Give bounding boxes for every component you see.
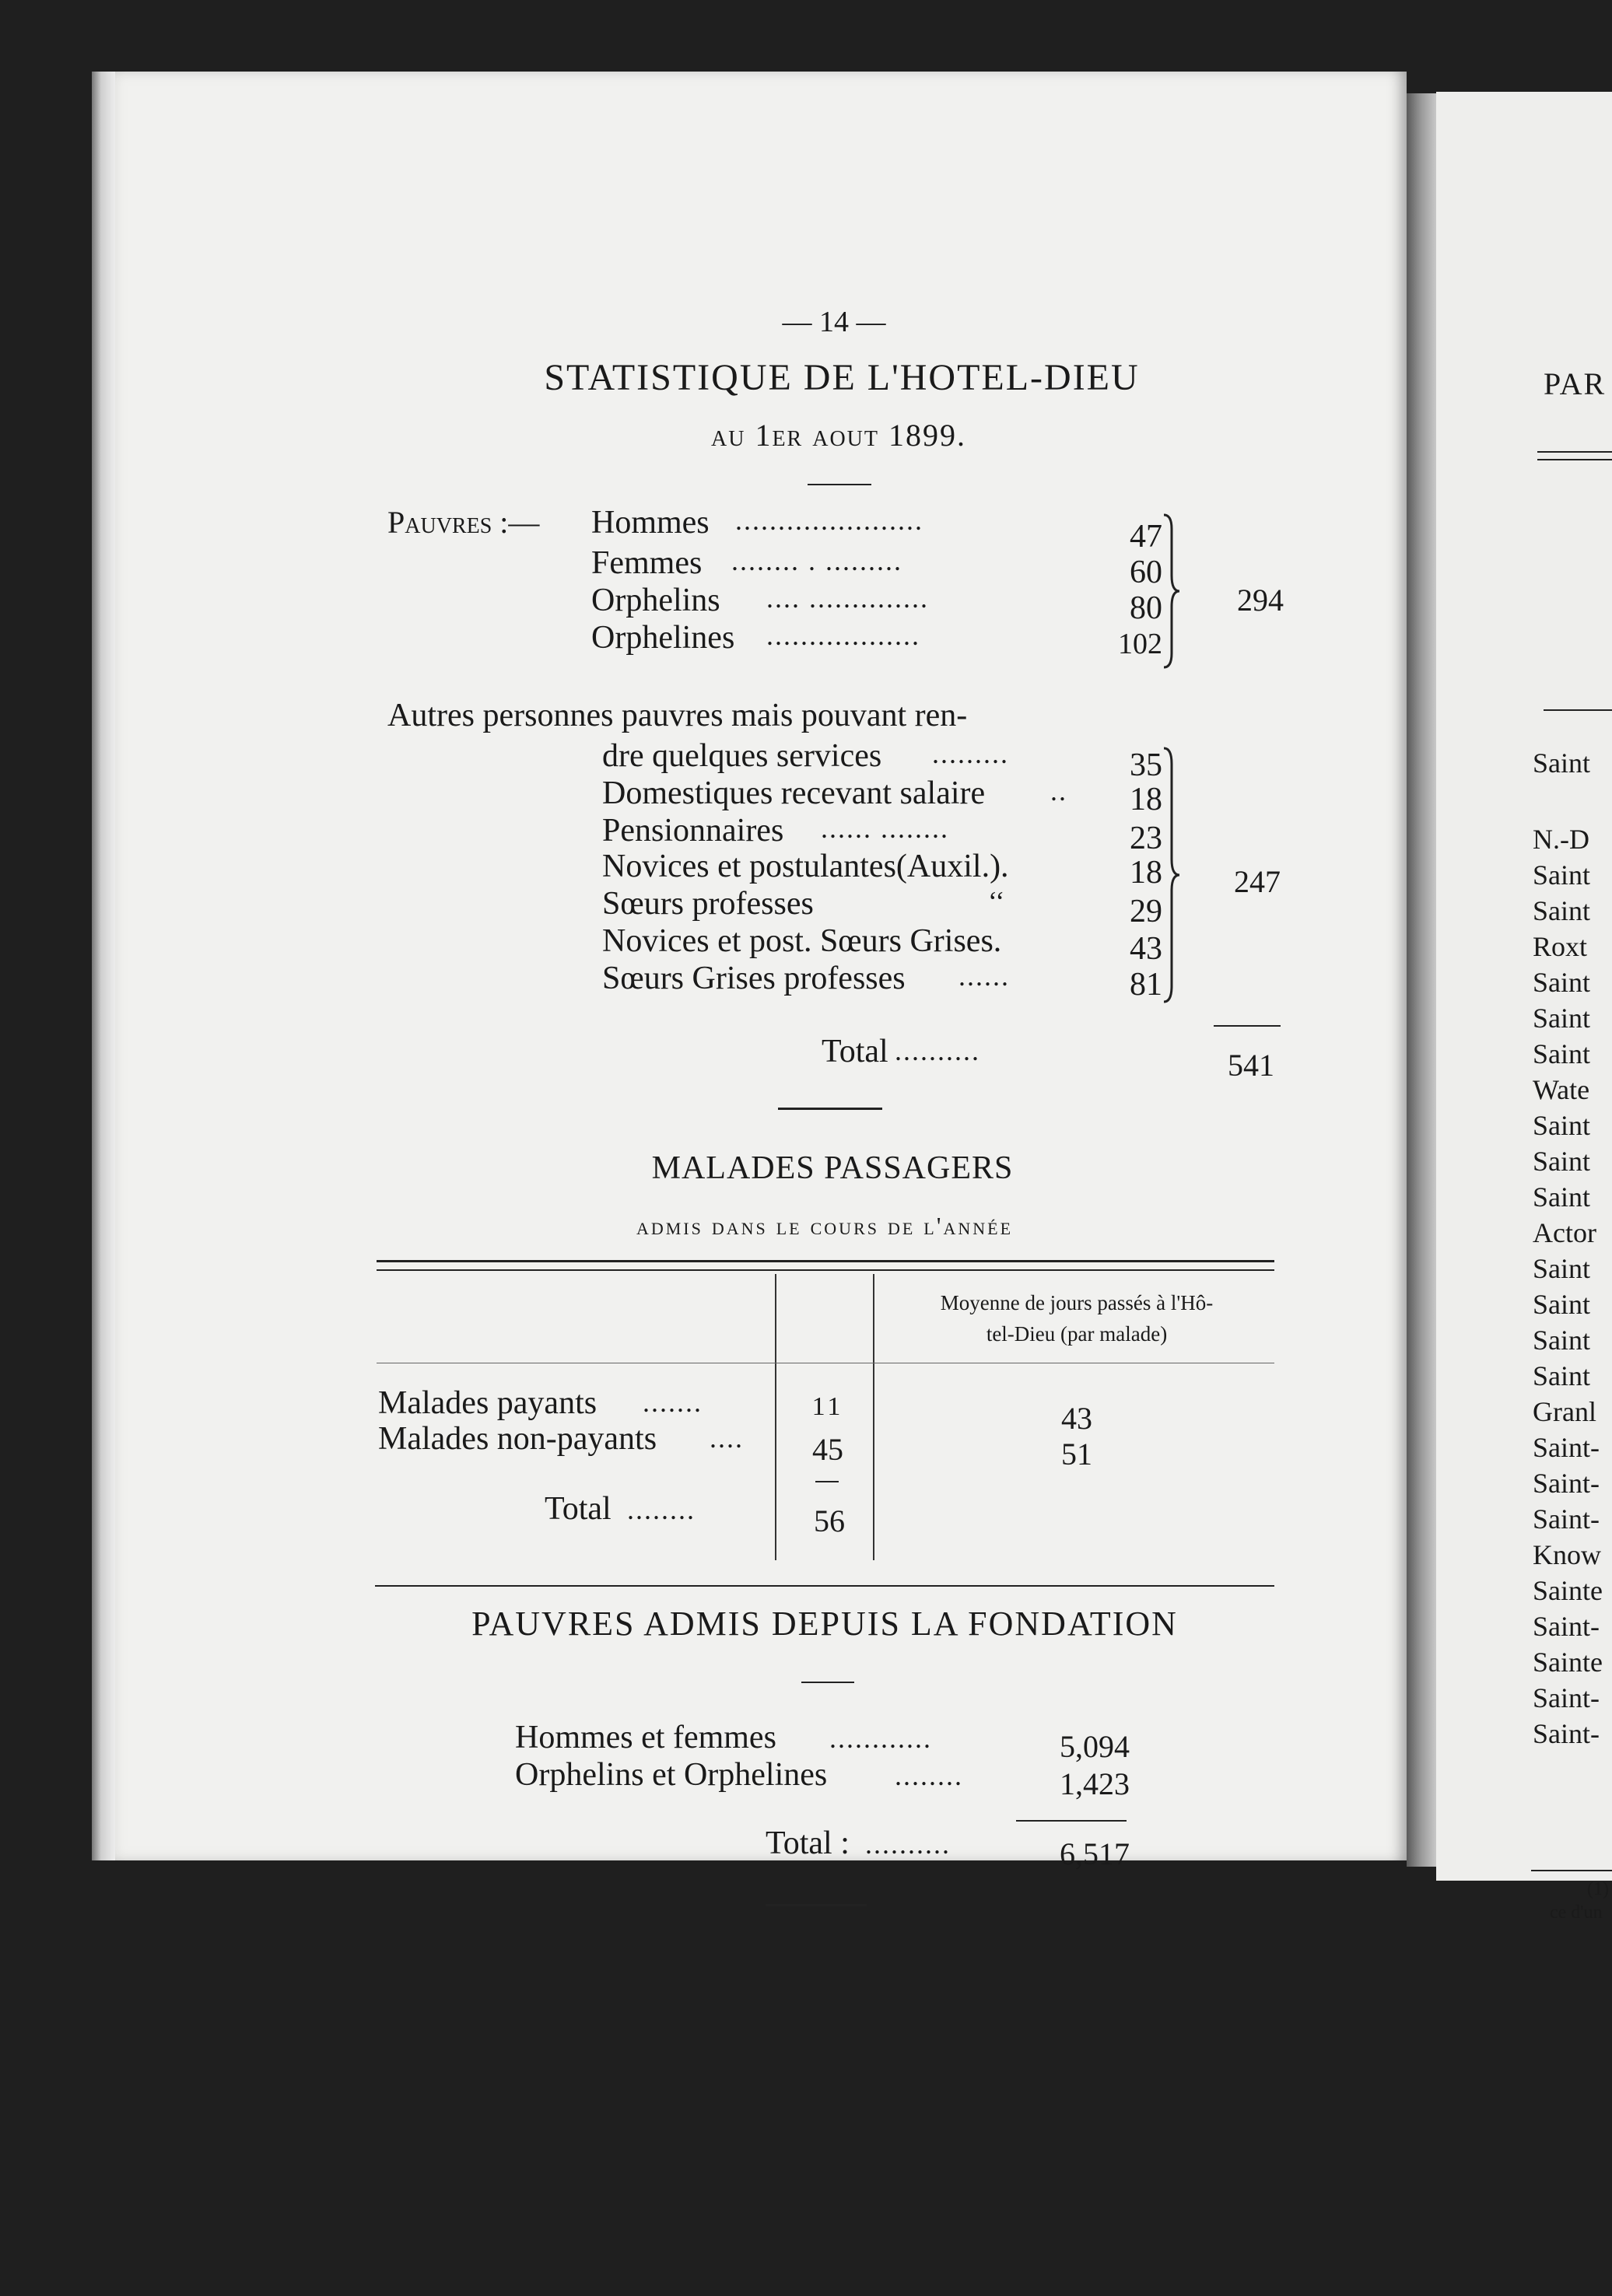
malades-subtitle: admis dans le cours de l'année	[636, 1212, 1014, 1240]
right-entry: Saint-	[1533, 1432, 1600, 1463]
malades-total-leader: ........	[627, 1494, 696, 1525]
row-value: 43	[1130, 931, 1162, 967]
right-entry: N.-D	[1533, 824, 1589, 855]
malades-row-label: Malades non-payants	[378, 1421, 657, 1457]
footnote-text: ce d'un	[1550, 1902, 1603, 1923]
page-edge	[92, 72, 115, 1860]
row-label: Orphelines	[591, 620, 735, 656]
autres-brace	[1159, 747, 1183, 1003]
right-entry: Saint	[1533, 1360, 1591, 1391]
row-label: Orphelins	[591, 583, 720, 618]
pauvres-subtotal: 294	[1237, 583, 1284, 618]
right-entry: Wate	[1533, 1074, 1590, 1105]
row-leader: ‘‘	[988, 886, 1005, 917]
malades-row-label: Malades payants	[378, 1385, 597, 1421]
row-value: 18	[1130, 782, 1162, 817]
right-entry: Saint	[1533, 1146, 1591, 1177]
row-leader: .........	[932, 738, 1009, 769]
right-entry: Actor	[1533, 1217, 1596, 1248]
footnote-rule	[1531, 1870, 1612, 1871]
fondation-row-label: Orphelins et Orphelines	[515, 1757, 828, 1793]
right-rule	[1537, 459, 1612, 460]
right-entry: Saint-	[1533, 1611, 1600, 1642]
fondation-total-value: 6,517	[1060, 1836, 1130, 1871]
table-col-divider	[775, 1274, 776, 1560]
table-bottom-rule	[375, 1585, 1274, 1587]
malades-row-leader: ....	[710, 1423, 744, 1454]
row-label: Femmes	[591, 545, 703, 581]
right-entry: Roxt	[1533, 931, 1588, 962]
grand-total-leader: ..........	[895, 1035, 980, 1066]
autres-subtotal: 247	[1234, 864, 1281, 899]
right-entry: Sainte	[1533, 1575, 1603, 1606]
malades-row-leader: .......	[643, 1387, 703, 1418]
row-leader: ..	[1050, 775, 1067, 807]
right-entry: Saint	[1533, 1181, 1591, 1213]
malades-row-count: 45	[812, 1432, 843, 1467]
grand-total-label: Total	[822, 1034, 888, 1069]
autres-lead: Autres personnes pauvres mais pouvant ren-	[387, 698, 968, 733]
malades-row-avg: 51	[1061, 1437, 1092, 1472]
page-number: — 14 —	[782, 306, 886, 338]
right-entry: Saint-	[1533, 1468, 1600, 1499]
row-value: 60	[1130, 555, 1162, 590]
right-entry: Saint	[1533, 1289, 1591, 1320]
malades-total-count: 56	[814, 1503, 845, 1538]
right-entry: Granl	[1533, 1396, 1596, 1427]
row-leader: .... ..............	[766, 583, 929, 614]
right-entry: Saint-	[1533, 1682, 1600, 1713]
row-label: Domestiques recevant salaire	[602, 775, 986, 811]
row-leader: ..................	[766, 620, 920, 651]
right-rule	[1544, 709, 1612, 711]
right-entry: Saint	[1533, 967, 1591, 998]
table-col-divider	[873, 1274, 874, 1560]
subtotal-rule	[1214, 1025, 1281, 1027]
count-rule	[815, 1481, 839, 1482]
fondation-total-leader: ..........	[865, 1829, 951, 1860]
row-value: 18	[1130, 855, 1162, 891]
row-label: Hommes	[591, 505, 710, 541]
row-value: 35	[1130, 747, 1162, 783]
table-top-rule-2	[377, 1269, 1274, 1271]
row-label: Novices et postulantes(Auxil.).	[602, 849, 1009, 884]
section-rule	[778, 1108, 882, 1110]
fondation-total-label: Total :	[766, 1825, 850, 1861]
pauvres-brace	[1159, 513, 1183, 669]
row-label: dre quelques services	[602, 738, 882, 774]
book-gutter	[1407, 93, 1436, 1867]
table-top-rule	[377, 1260, 1274, 1262]
right-heading: PAR	[1544, 366, 1607, 401]
row-value: 47	[1130, 519, 1162, 555]
date-line: au 1er aout 1899.	[711, 418, 966, 453]
right-entry: Know	[1533, 1539, 1601, 1570]
row-label: Novices et post. Sœurs Grises.	[602, 923, 1002, 959]
fondation-total-rule	[1016, 1820, 1127, 1822]
fondation-row-label: Hommes et femmes	[515, 1720, 776, 1755]
fondation-row-value: 1,423	[1060, 1766, 1130, 1801]
right-entry: Saint	[1533, 1325, 1591, 1356]
right-entry: Saint	[1533, 895, 1591, 926]
footnote-marker: (1)	[1587, 1879, 1609, 1899]
malades-title: MALADES PASSAGERS	[651, 1150, 1014, 1186]
fondation-row-value: 5,094	[1060, 1729, 1130, 1764]
right-entry: Saint	[1533, 1003, 1591, 1034]
fondation-row-leader: ............	[829, 1723, 932, 1754]
pauvres-lead: Pauvres :—	[387, 505, 540, 540]
right-entry: Saint	[1533, 1038, 1591, 1069]
row-leader: ...... ........	[821, 813, 949, 844]
row-label: Sœurs professes	[602, 886, 814, 922]
malades-total-label: Total	[545, 1491, 612, 1527]
right-entry: Saint-	[1533, 1503, 1600, 1535]
row-leader: ......	[958, 961, 1010, 992]
row-value: 81	[1130, 967, 1162, 1003]
row-label: Pensionnaires	[602, 813, 784, 849]
col-header-line-2: tel-Dieu (par malade)	[986, 1322, 1168, 1346]
fondation-title: PAUVRES ADMIS DEPUIS LA FONDATION	[471, 1605, 1178, 1643]
title-rule	[808, 484, 871, 485]
right-entry: Sainte	[1533, 1647, 1603, 1678]
page-title: STATISTIQUE DE L'HOTEL-DIEU	[544, 357, 1140, 398]
row-value: 29	[1130, 894, 1162, 929]
row-value: 80	[1130, 590, 1162, 626]
fondation-rule	[801, 1682, 854, 1683]
row-value: 102	[1118, 628, 1162, 660]
right-rule	[1537, 451, 1612, 453]
fondation-row-leader: ........	[895, 1760, 963, 1791]
row-value: 23	[1130, 821, 1162, 856]
right-entry: Saint	[1533, 859, 1591, 891]
col-header-line-1: Moyenne de jours passés à l'Hô-	[940, 1291, 1214, 1314]
bottom-rule	[766, 1904, 867, 1906]
row-leader: ......................	[735, 505, 923, 536]
right-entry: Saint	[1533, 1110, 1591, 1141]
malades-row-avg: 43	[1061, 1401, 1092, 1436]
right-entry: Saint-	[1533, 1718, 1600, 1749]
right-entry: Saint	[1533, 1253, 1591, 1284]
right-entry: Saint	[1533, 747, 1591, 779]
row-leader: ........ . .........	[731, 545, 902, 576]
malades-row-count: 11	[811, 1392, 844, 1421]
grand-total-value: 541	[1228, 1048, 1274, 1083]
row-label: Sœurs Grises professes	[602, 961, 906, 996]
